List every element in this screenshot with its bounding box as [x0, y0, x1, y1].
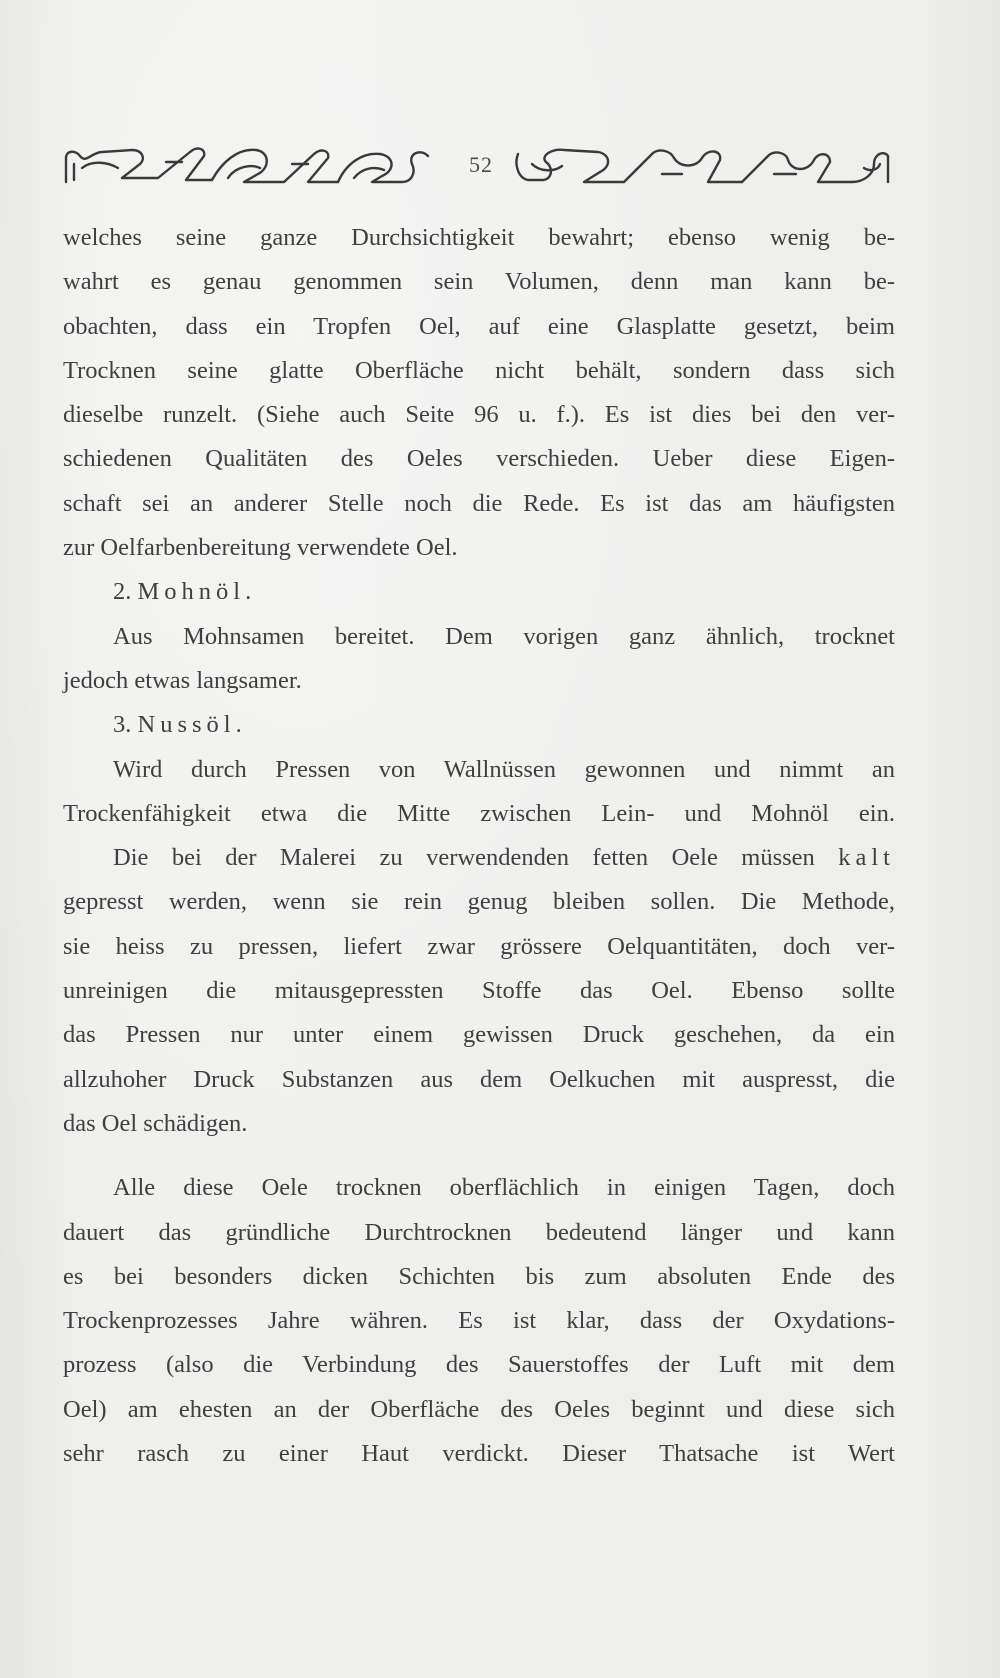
text-line: Trockenprozesses Jahre währen. Es ist klar, dass der Oxydations- — [63, 1307, 895, 1335]
text-line: dauert das gründliche Durchtrocknen bedeutend länger und kann — [63, 1218, 895, 1246]
text-line: das Pressen nur unter einem gewissen Druck geschehen, da ein — [63, 1021, 895, 1049]
text-line: prozess (also die Verbindung des Sauerstoffes der Luft mit dem — [63, 1351, 895, 1379]
text-line: es bei besonders dicken Schichten bis zum absoluten Ende des — [63, 1262, 895, 1290]
text-line: sehr rasch zu einer Haut verdickt. Dieser Thatsache ist Wert — [63, 1440, 895, 1468]
text-line: unreinigen die mitausgepressten Stoffe das Oel. Ebenso sollte — [63, 977, 895, 1005]
section-heading-nussoel — [63, 703, 895, 747]
text-body — [63, 216, 895, 1476]
page-header — [62, 138, 892, 188]
ornament-right — [512, 138, 892, 188]
text-line: schaft sei an anderer Stelle noch die Rede. Es ist das am häufigsten — [63, 489, 895, 517]
paragraph-3 — [63, 748, 895, 837]
text-line: allzuhoher Druck Substanzen aus dem Oelkuchen mit auspresst, die — [63, 1065, 895, 1093]
page-number: 52 — [469, 152, 493, 177]
text-line: wahrt es genau genommen sein Volumen, denn man kann be- — [63, 268, 895, 296]
text-line: Trocknen seine glatte Oberfläche nicht behält, sondern dass sich — [63, 356, 895, 384]
emphasis-kalt: kalt — [838, 844, 895, 872]
section-heading-mohnoel — [63, 570, 895, 614]
section-number: 2. — [113, 578, 132, 606]
section-number: 3. — [113, 711, 132, 739]
text-line: schiedenen Qualitäten des Oeles verschieden. Ueber diese Eigen- — [63, 445, 895, 473]
text-line: Oel) am ehesten an der Oberfläche des Oeles beginnt und diese sich — [63, 1395, 895, 1423]
text-line: sie heiss zu pressen, liefert zwar grössere Oelquantitäten, doch ver- — [63, 932, 895, 960]
text-line: Wird durch Pressen von Wallnüssen gewonnen und nimmt an — [113, 755, 895, 783]
text-line: Aus Mohnsamen bereitet. Dem vorigen ganz ähnlich, trocknet — [113, 622, 895, 650]
paragraph-1 — [63, 216, 895, 570]
section-title: Nussöl. — [137, 711, 247, 739]
text-line — [63, 836, 895, 880]
text-line: gepresst werden, wenn sie rein genug bleiben sollen. Die Methode, — [63, 888, 895, 916]
text-line: zur Oelfarbenbereitung verwendete Oel. — [63, 534, 458, 562]
text-line: obachten, dass ein Tropfen Oel, auf eine Glasplatte gesetzt, beim — [63, 312, 895, 340]
text-line: das Oel schädigen. — [63, 1109, 248, 1137]
paragraph-4 — [63, 836, 895, 1146]
paragraph-gap — [63, 1146, 895, 1166]
paragraph-5 — [63, 1166, 895, 1476]
section-title: Mohnöl. — [137, 578, 257, 606]
text-line: Trockenfähigkeit etwa die Mitte zwischen Lein- und Mohnöl ein. — [63, 799, 895, 827]
text-line: welches seine ganze Durchsichtigkeit bewahrt; ebenso wenig be- — [63, 224, 895, 251]
ornament-left — [62, 138, 432, 188]
paragraph-2 — [63, 615, 895, 704]
text-run: Die bei der Malerei zu verwendenden fetten Oele müssen — [113, 844, 839, 872]
text-line: jedoch etwas langsamer. — [63, 666, 302, 694]
text-line: Alle diese Oele trocknen oberflächlich in einigen Tagen, doch — [113, 1174, 895, 1202]
text-line: dieselbe runzelt. (Siehe auch Seite 96 u. f.). Es ist dies bei den ver- — [63, 401, 895, 429]
